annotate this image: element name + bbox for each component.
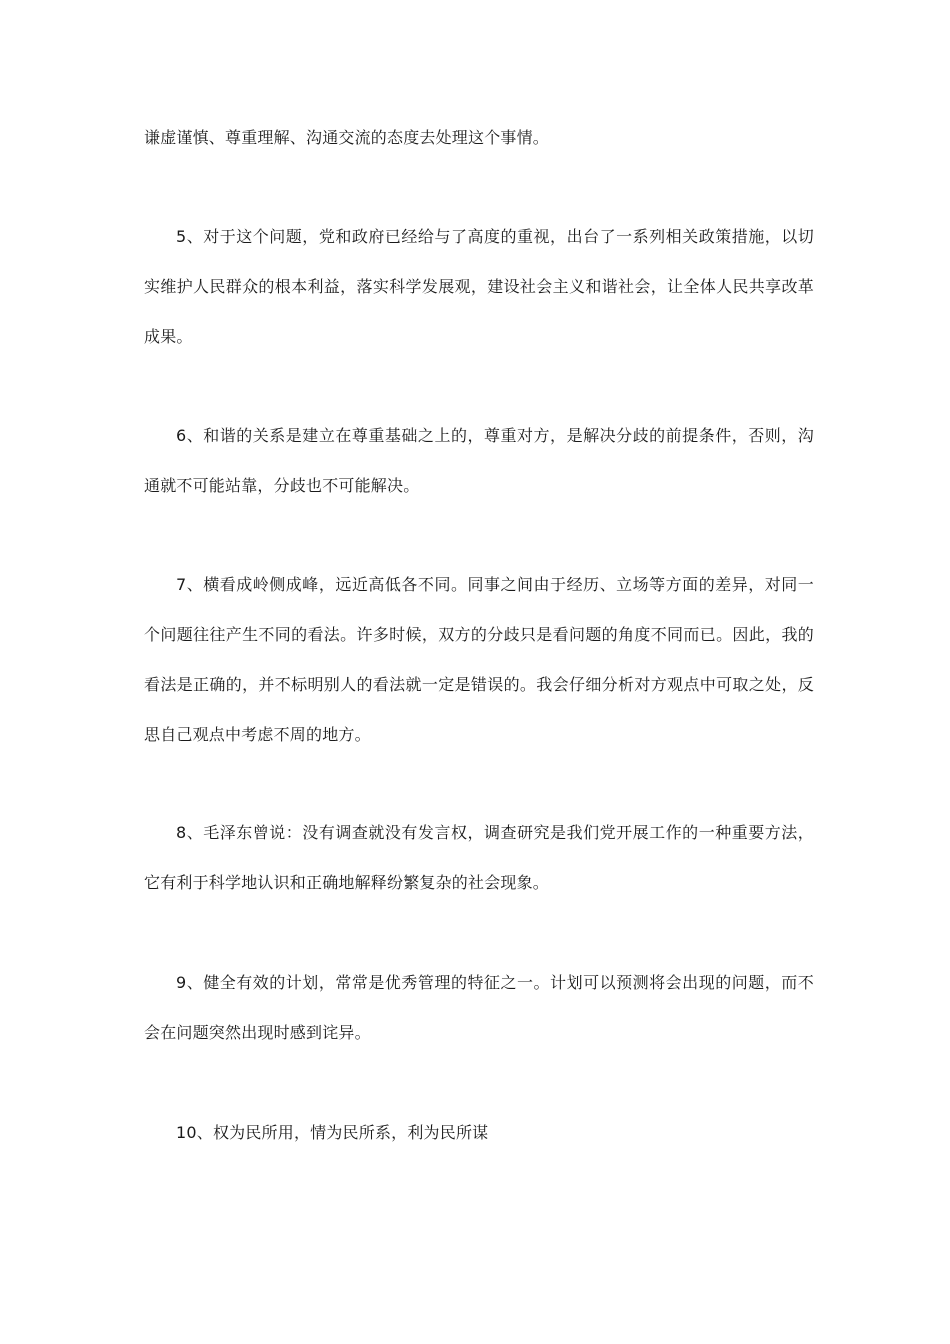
paragraph-6: 6、和谐的关系是建立在尊重基础之上的，尊重对方，是解决分歧的前提条件，否则，沟通就不可能站靠，分歧也不可能解决。 (144, 426, 814, 495)
paragraph-7: 7、横看成岭侧成峰，远近高低各不同。同事之间由于经历、立场等方面的差异，对同一个问题往往产生不同的看法。许多时候，双方的分歧只是看问题的角度不同而已。因此，我的看法是正确的，并不标明别人的看法就一定是错误的。我会仔细分析对方观点中可取之处，反思自己观点中考虑不周的地方。 (144, 575, 814, 744)
paragraph-5: 5、对于这个问题，党和政府已经给与了高度的重视，出台了一系列相关政策措施，以切实维护人民群众的根本利益，落实科学发展观，建设社会主义和谐社会，让全体人民共享改革成果。 (144, 227, 814, 346)
paragraph-10: 10、权为民所用，情为民所系，利为民所谋 (176, 1123, 489, 1142)
paragraph-continuation: 谦虚谨慎、尊重理解、沟通交流的态度去处理这个事情。 (144, 128, 550, 147)
paragraph-8: 8、毛泽东曾说：没有调查就没有发言权，调查研究是我们党开展工作的一种重要方法，它有利于科学地认识和正确地解释纷繁复杂的社会现象。 (144, 823, 814, 892)
paragraph-9: 9、健全有效的计划，常常是优秀管理的特征之一。计划可以预测将会出现的问题，而不会在问题突然出现时感到诧异。 (144, 973, 814, 1042)
